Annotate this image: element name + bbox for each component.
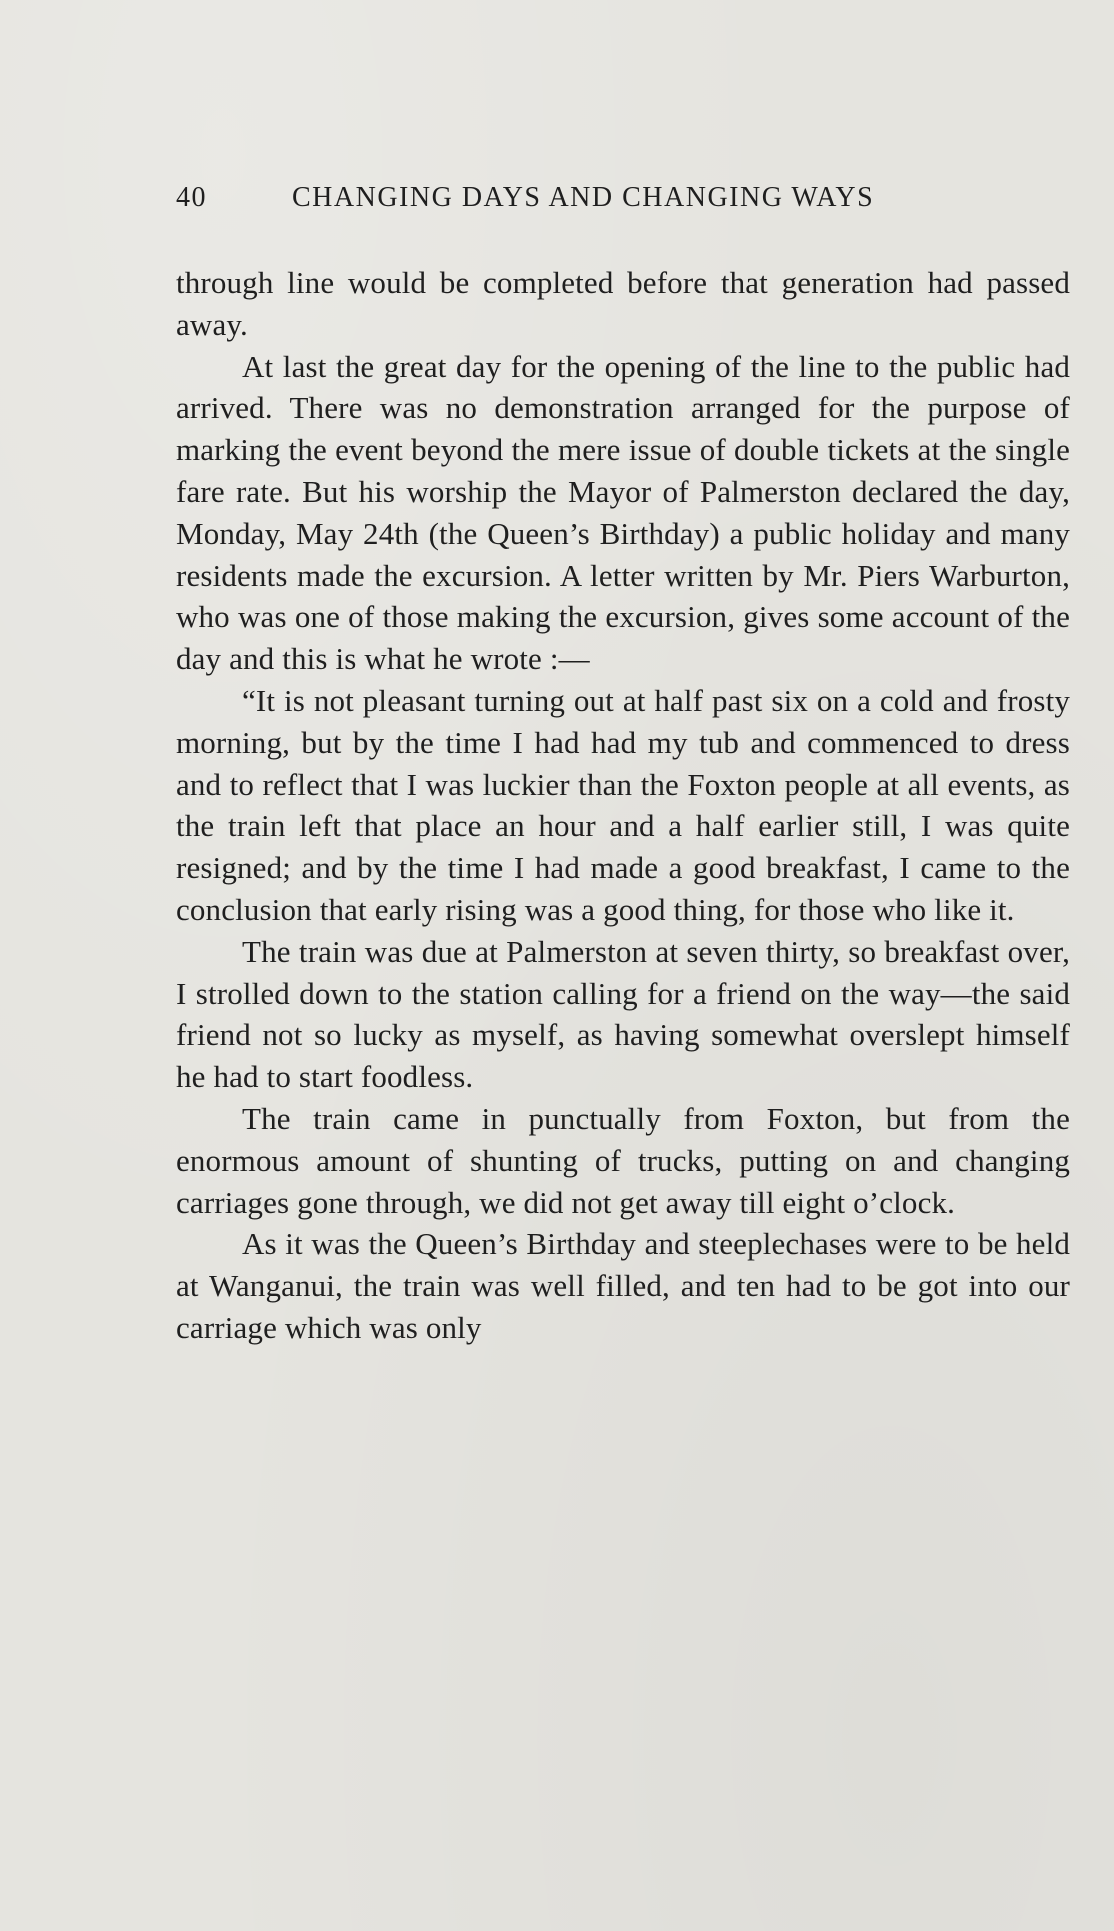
- paragraph-opening-day: At last the great day for the opening of the line to the public had arrived. There was no demonstration arranged for the purpose of marking the event beyond the mere issue of double tickets at the single fare rate. But his worship the Mayor of Palmerston declared the day, Monday, May 24th (the Queen’s Birthday) a public holiday and many residents made the excursion. A letter written by Mr. Piers Warburton, who was one of those making the excursion, gives some account of the day and this is what he wrote :—: [176, 348, 1070, 677]
- paragraph-train-arrival: The train came in punctually from Foxton, but from the enormous amount of shunting of trucks, putting on and changing carriages gone through, we did not get away till eight o’clock.: [176, 1100, 1070, 1220]
- paragraph-letter-quote: “It is not pleasant turning out at half past six on a cold and frosty morning, but by the time I had had my tub and commenced to dress and to reflect that I was luckier than the Foxton people at all events, as the train left that place an hour and a half earlier still, I was quite resigned; and by the time I had made a good breakfast, I came to the conclusion that early rising was a good thing, for those who like it.: [176, 682, 1070, 927]
- page-body-text: [176, 262, 1070, 1349]
- paragraph-train-due: The train was due at Palmerston at seven thirty, so breakfast over, I strolled down to the station calling for a friend on the way—the said friend not so lucky as myself, as having somewhat overslept himself he had to start foodless.: [176, 933, 1070, 1095]
- paragraph-continued: through line would be completed before that generation had passed away.: [176, 265, 1070, 342]
- page-number: 40: [176, 182, 207, 213]
- running-head: [176, 178, 960, 218]
- book-title-header: CHANGING DAYS AND CHANGING WAYS: [292, 182, 875, 213]
- paragraph-queens-birthday: As it was the Queen’s Birthday and steeplechases were to be held at Wanganui, the train was well filled, and ten had to be got into our carriage which was only: [176, 1226, 1070, 1345]
